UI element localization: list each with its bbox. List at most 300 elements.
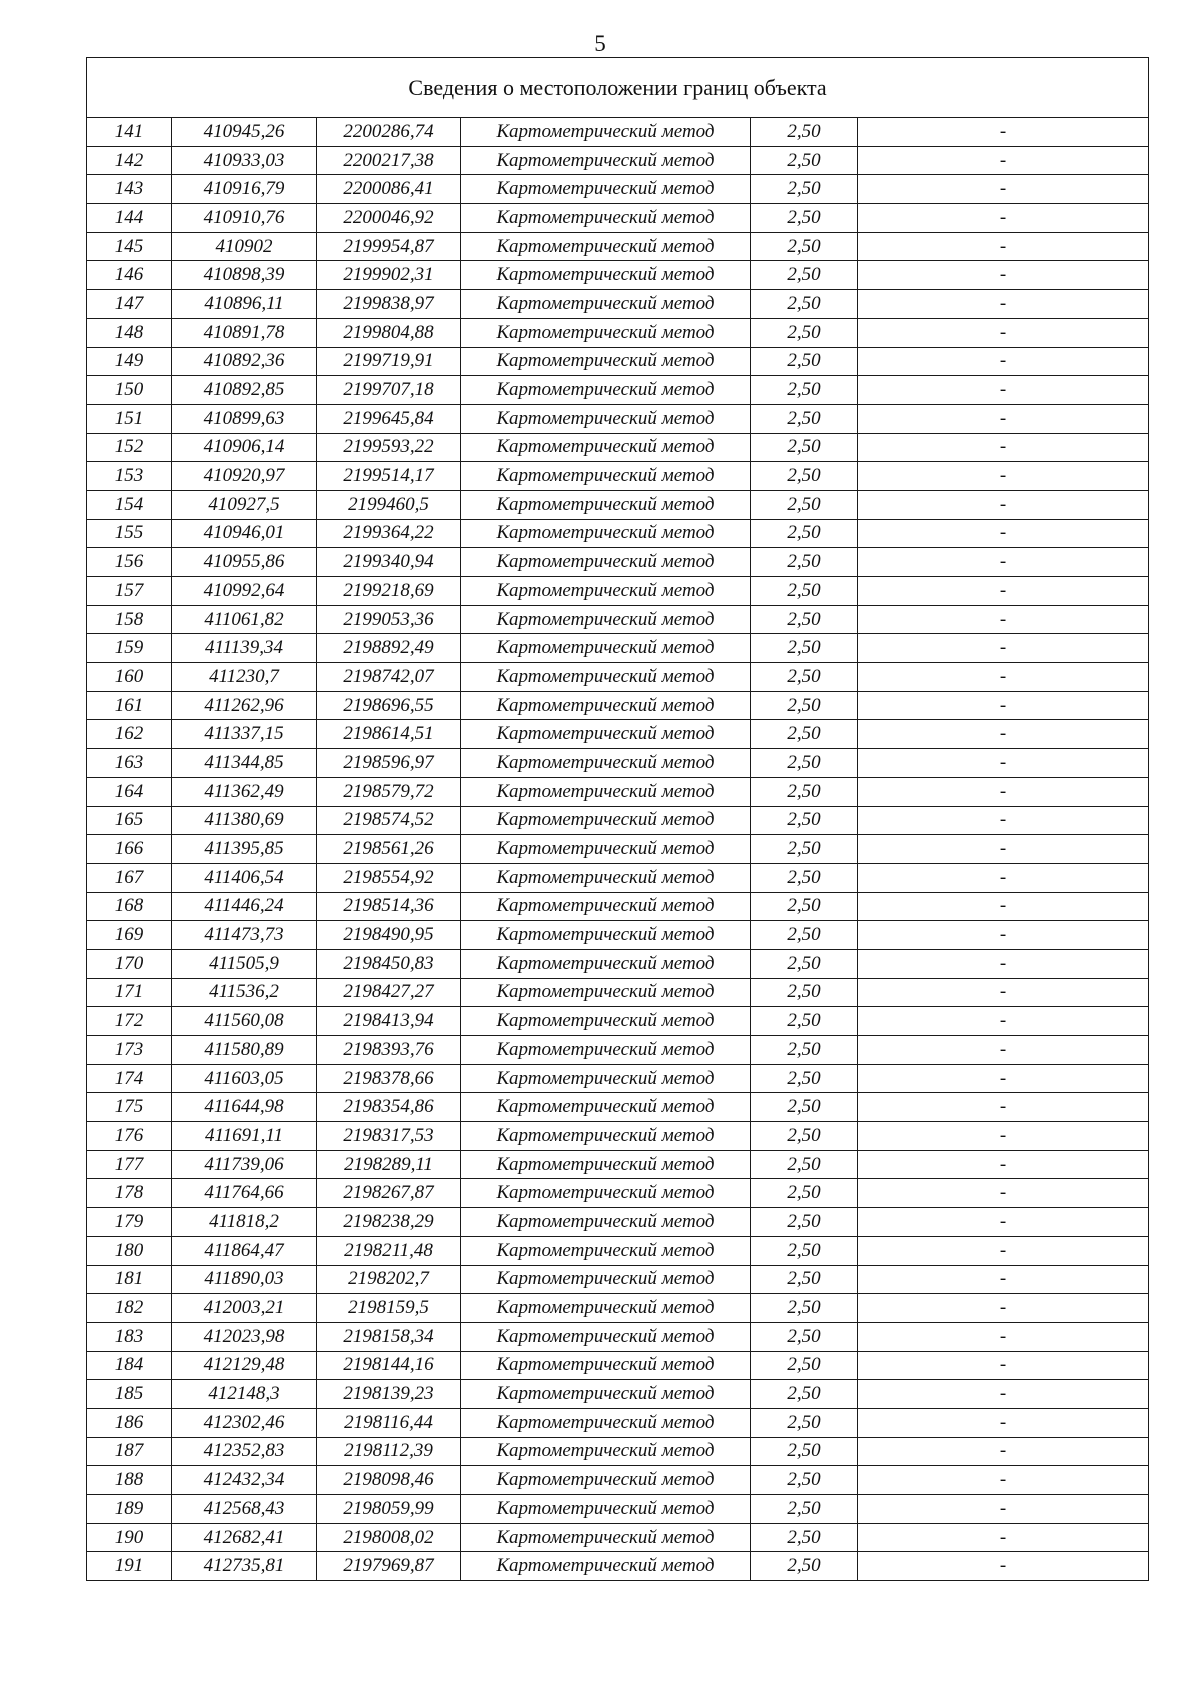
description-cell: - bbox=[858, 577, 1149, 606]
point-number-cell: 163 bbox=[87, 749, 172, 778]
method-cell: Картометрический метод bbox=[461, 490, 751, 519]
x-coordinate-cell: 410892,85 bbox=[172, 376, 317, 405]
point-number-cell: 144 bbox=[87, 204, 172, 233]
accuracy-cell: 2,50 bbox=[751, 433, 858, 462]
point-number-cell: 165 bbox=[87, 806, 172, 835]
point-number-cell: 160 bbox=[87, 663, 172, 692]
method-cell: Картометрический метод bbox=[461, 1093, 751, 1122]
method-cell: Картометрический метод bbox=[461, 720, 751, 749]
table-row bbox=[87, 1122, 1149, 1151]
description-cell: - bbox=[858, 404, 1149, 433]
accuracy-cell: 2,50 bbox=[751, 1179, 858, 1208]
y-coordinate-cell: 2199954,87 bbox=[317, 232, 461, 261]
y-coordinate-cell: 2198289,11 bbox=[317, 1150, 461, 1179]
x-coordinate-cell: 412129,48 bbox=[172, 1351, 317, 1380]
description-cell: - bbox=[858, 490, 1149, 519]
point-number-cell: 169 bbox=[87, 921, 172, 950]
x-coordinate-cell: 411344,85 bbox=[172, 749, 317, 778]
point-number-cell: 187 bbox=[87, 1437, 172, 1466]
table-row bbox=[87, 949, 1149, 978]
table-row bbox=[87, 462, 1149, 491]
accuracy-cell: 2,50 bbox=[751, 1552, 858, 1581]
table-row bbox=[87, 749, 1149, 778]
y-coordinate-cell: 2198159,5 bbox=[317, 1294, 461, 1323]
y-coordinate-cell: 2198267,87 bbox=[317, 1179, 461, 1208]
y-coordinate-cell: 2198614,51 bbox=[317, 720, 461, 749]
accuracy-cell: 2,50 bbox=[751, 1208, 858, 1237]
x-coordinate-cell: 412302,46 bbox=[172, 1408, 317, 1437]
table-row bbox=[87, 146, 1149, 175]
y-coordinate-cell: 2198514,36 bbox=[317, 892, 461, 921]
accuracy-cell: 2,50 bbox=[751, 1064, 858, 1093]
x-coordinate-cell: 412735,81 bbox=[172, 1552, 317, 1581]
point-number-cell: 182 bbox=[87, 1294, 172, 1323]
y-coordinate-cell: 2199053,36 bbox=[317, 605, 461, 634]
accuracy-cell: 2,50 bbox=[751, 490, 858, 519]
method-cell: Картометрический метод bbox=[461, 691, 751, 720]
y-coordinate-cell: 2199804,88 bbox=[317, 318, 461, 347]
y-coordinate-cell: 2198413,94 bbox=[317, 1007, 461, 1036]
accuracy-cell: 2,50 bbox=[751, 1150, 858, 1179]
method-cell: Картометрический метод bbox=[461, 749, 751, 778]
description-cell: - bbox=[858, 175, 1149, 204]
x-coordinate-cell: 411818,2 bbox=[172, 1208, 317, 1237]
x-coordinate-cell: 411395,85 bbox=[172, 835, 317, 864]
table-title-row bbox=[87, 58, 1149, 118]
y-coordinate-cell: 2198098,46 bbox=[317, 1466, 461, 1495]
y-coordinate-cell: 2198317,53 bbox=[317, 1122, 461, 1151]
table-row bbox=[87, 1437, 1149, 1466]
point-number-cell: 162 bbox=[87, 720, 172, 749]
y-coordinate-cell: 2199340,94 bbox=[317, 548, 461, 577]
method-cell: Картометрический метод bbox=[461, 1351, 751, 1380]
point-number-cell: 174 bbox=[87, 1064, 172, 1093]
method-cell: Картометрический метод bbox=[461, 1265, 751, 1294]
accuracy-cell: 2,50 bbox=[751, 1036, 858, 1065]
description-cell: - bbox=[858, 978, 1149, 1007]
x-coordinate-cell: 411580,89 bbox=[172, 1036, 317, 1065]
point-number-cell: 161 bbox=[87, 691, 172, 720]
point-number-cell: 178 bbox=[87, 1179, 172, 1208]
x-coordinate-cell: 410910,76 bbox=[172, 204, 317, 233]
point-number-cell: 170 bbox=[87, 949, 172, 978]
accuracy-cell: 2,50 bbox=[751, 863, 858, 892]
table-row bbox=[87, 290, 1149, 319]
accuracy-cell: 2,50 bbox=[751, 1380, 858, 1409]
point-number-cell: 156 bbox=[87, 548, 172, 577]
description-cell: - bbox=[858, 1122, 1149, 1151]
method-cell: Картометрический метод bbox=[461, 404, 751, 433]
accuracy-cell: 2,50 bbox=[751, 978, 858, 1007]
x-coordinate-cell: 410906,14 bbox=[172, 433, 317, 462]
x-coordinate-cell: 410898,39 bbox=[172, 261, 317, 290]
description-cell: - bbox=[858, 1552, 1149, 1581]
point-number-cell: 155 bbox=[87, 519, 172, 548]
x-coordinate-cell: 411644,98 bbox=[172, 1093, 317, 1122]
point-number-cell: 188 bbox=[87, 1466, 172, 1495]
description-cell: - bbox=[858, 1294, 1149, 1323]
x-coordinate-cell: 411262,96 bbox=[172, 691, 317, 720]
method-cell: Картометрический метод bbox=[461, 290, 751, 319]
description-cell: - bbox=[858, 261, 1149, 290]
point-number-cell: 189 bbox=[87, 1495, 172, 1524]
table-row bbox=[87, 204, 1149, 233]
y-coordinate-cell: 2199460,5 bbox=[317, 490, 461, 519]
x-coordinate-cell: 410927,5 bbox=[172, 490, 317, 519]
method-cell: Картометрический метод bbox=[461, 1380, 751, 1409]
accuracy-cell: 2,50 bbox=[751, 462, 858, 491]
table-row bbox=[87, 1179, 1149, 1208]
point-number-cell: 145 bbox=[87, 232, 172, 261]
accuracy-cell: 2,50 bbox=[751, 634, 858, 663]
point-number-cell: 143 bbox=[87, 175, 172, 204]
table-row bbox=[87, 175, 1149, 204]
table-row bbox=[87, 1380, 1149, 1409]
y-coordinate-cell: 2200217,38 bbox=[317, 146, 461, 175]
accuracy-cell: 2,50 bbox=[751, 404, 858, 433]
accuracy-cell: 2,50 bbox=[751, 1265, 858, 1294]
description-cell: - bbox=[858, 749, 1149, 778]
table-row bbox=[87, 1236, 1149, 1265]
method-cell: Картометрический метод bbox=[461, 519, 751, 548]
table-row bbox=[87, 1036, 1149, 1065]
table-row bbox=[87, 1408, 1149, 1437]
method-cell: Картометрический метод bbox=[461, 1495, 751, 1524]
point-number-cell: 153 bbox=[87, 462, 172, 491]
accuracy-cell: 2,50 bbox=[751, 1122, 858, 1151]
y-coordinate-cell: 2200046,92 bbox=[317, 204, 461, 233]
accuracy-cell: 2,50 bbox=[751, 376, 858, 405]
point-number-cell: 158 bbox=[87, 605, 172, 634]
description-cell: - bbox=[858, 921, 1149, 950]
table-row bbox=[87, 376, 1149, 405]
accuracy-cell: 2,50 bbox=[751, 290, 858, 319]
x-coordinate-cell: 412352,83 bbox=[172, 1437, 317, 1466]
table-title: Сведения о местоположении границ объекта bbox=[87, 58, 1149, 118]
table-row bbox=[87, 1208, 1149, 1237]
x-coordinate-cell: 412148,3 bbox=[172, 1380, 317, 1409]
point-number-cell: 149 bbox=[87, 347, 172, 376]
description-cell: - bbox=[858, 347, 1149, 376]
table-row bbox=[87, 1322, 1149, 1351]
method-cell: Картометрический метод bbox=[461, 175, 751, 204]
x-coordinate-cell: 411764,66 bbox=[172, 1179, 317, 1208]
table-row bbox=[87, 318, 1149, 347]
accuracy-cell: 2,50 bbox=[751, 118, 858, 147]
x-coordinate-cell: 411560,08 bbox=[172, 1007, 317, 1036]
method-cell: Картометрический метод bbox=[461, 433, 751, 462]
table-row bbox=[87, 777, 1149, 806]
point-number-cell: 186 bbox=[87, 1408, 172, 1437]
method-cell: Картометрический метод bbox=[461, 892, 751, 921]
x-coordinate-cell: 411061,82 bbox=[172, 605, 317, 634]
y-coordinate-cell: 2199593,22 bbox=[317, 433, 461, 462]
x-coordinate-cell: 410933,03 bbox=[172, 146, 317, 175]
method-cell: Картометрический метод bbox=[461, 1466, 751, 1495]
x-coordinate-cell: 410896,11 bbox=[172, 290, 317, 319]
y-coordinate-cell: 2198139,23 bbox=[317, 1380, 461, 1409]
accuracy-cell: 2,50 bbox=[751, 318, 858, 347]
accuracy-cell: 2,50 bbox=[751, 1294, 858, 1323]
description-cell: - bbox=[858, 290, 1149, 319]
y-coordinate-cell: 2198378,66 bbox=[317, 1064, 461, 1093]
x-coordinate-cell: 410992,64 bbox=[172, 577, 317, 606]
method-cell: Картометрический метод bbox=[461, 1122, 751, 1151]
description-cell: - bbox=[858, 777, 1149, 806]
accuracy-cell: 2,50 bbox=[751, 548, 858, 577]
x-coordinate-cell: 410892,36 bbox=[172, 347, 317, 376]
accuracy-cell: 2,50 bbox=[751, 232, 858, 261]
point-number-cell: 141 bbox=[87, 118, 172, 147]
x-coordinate-cell: 411362,49 bbox=[172, 777, 317, 806]
method-cell: Картометрический метод bbox=[461, 1408, 751, 1437]
table-row bbox=[87, 1150, 1149, 1179]
point-number-cell: 168 bbox=[87, 892, 172, 921]
x-coordinate-cell: 410955,86 bbox=[172, 548, 317, 577]
method-cell: Картометрический метод bbox=[461, 1007, 751, 1036]
description-cell: - bbox=[858, 1523, 1149, 1552]
accuracy-cell: 2,50 bbox=[751, 749, 858, 778]
y-coordinate-cell: 2198596,97 bbox=[317, 749, 461, 778]
x-coordinate-cell: 411406,54 bbox=[172, 863, 317, 892]
x-coordinate-cell: 412682,41 bbox=[172, 1523, 317, 1552]
description-cell: - bbox=[858, 1437, 1149, 1466]
method-cell: Картометрический метод bbox=[461, 1294, 751, 1323]
description-cell: - bbox=[858, 519, 1149, 548]
table-row bbox=[87, 806, 1149, 835]
y-coordinate-cell: 2198202,7 bbox=[317, 1265, 461, 1294]
point-number-cell: 177 bbox=[87, 1150, 172, 1179]
method-cell: Картометрический метод bbox=[461, 118, 751, 147]
table-row bbox=[87, 1495, 1149, 1524]
description-cell: - bbox=[858, 1322, 1149, 1351]
y-coordinate-cell: 2198144,16 bbox=[317, 1351, 461, 1380]
point-number-cell: 146 bbox=[87, 261, 172, 290]
table-row bbox=[87, 548, 1149, 577]
accuracy-cell: 2,50 bbox=[751, 146, 858, 175]
accuracy-cell: 2,50 bbox=[751, 720, 858, 749]
accuracy-cell: 2,50 bbox=[751, 605, 858, 634]
method-cell: Картометрический метод bbox=[461, 835, 751, 864]
accuracy-cell: 2,50 bbox=[751, 691, 858, 720]
point-number-cell: 150 bbox=[87, 376, 172, 405]
accuracy-cell: 2,50 bbox=[751, 663, 858, 692]
accuracy-cell: 2,50 bbox=[751, 261, 858, 290]
method-cell: Картометрический метод bbox=[461, 1552, 751, 1581]
table-row bbox=[87, 863, 1149, 892]
table-row bbox=[87, 433, 1149, 462]
table-row bbox=[87, 720, 1149, 749]
y-coordinate-cell: 2198892,49 bbox=[317, 634, 461, 663]
accuracy-cell: 2,50 bbox=[751, 892, 858, 921]
point-number-cell: 166 bbox=[87, 835, 172, 864]
x-coordinate-cell: 412568,43 bbox=[172, 1495, 317, 1524]
y-coordinate-cell: 2199707,18 bbox=[317, 376, 461, 405]
method-cell: Картометрический метод bbox=[461, 347, 751, 376]
table-row bbox=[87, 605, 1149, 634]
x-coordinate-cell: 410891,78 bbox=[172, 318, 317, 347]
method-cell: Картометрический метод bbox=[461, 1036, 751, 1065]
method-cell: Картометрический метод bbox=[461, 1064, 751, 1093]
description-cell: - bbox=[858, 1265, 1149, 1294]
description-cell: - bbox=[858, 835, 1149, 864]
description-cell: - bbox=[858, 806, 1149, 835]
table-row bbox=[87, 261, 1149, 290]
x-coordinate-cell: 411337,15 bbox=[172, 720, 317, 749]
accuracy-cell: 2,50 bbox=[751, 1466, 858, 1495]
point-number-cell: 180 bbox=[87, 1236, 172, 1265]
accuracy-cell: 2,50 bbox=[751, 1351, 858, 1380]
x-coordinate-cell: 411739,06 bbox=[172, 1150, 317, 1179]
point-number-cell: 181 bbox=[87, 1265, 172, 1294]
accuracy-cell: 2,50 bbox=[751, 777, 858, 806]
method-cell: Картометрический метод bbox=[461, 261, 751, 290]
x-coordinate-cell: 410899,63 bbox=[172, 404, 317, 433]
method-cell: Картометрический метод bbox=[461, 548, 751, 577]
y-coordinate-cell: 2199218,69 bbox=[317, 577, 461, 606]
method-cell: Картометрический метод bbox=[461, 1179, 751, 1208]
accuracy-cell: 2,50 bbox=[751, 577, 858, 606]
y-coordinate-cell: 2198579,72 bbox=[317, 777, 461, 806]
x-coordinate-cell: 411890,03 bbox=[172, 1265, 317, 1294]
description-cell: - bbox=[858, 1495, 1149, 1524]
table-row bbox=[87, 118, 1149, 147]
method-cell: Картометрический метод bbox=[461, 577, 751, 606]
accuracy-cell: 2,50 bbox=[751, 1007, 858, 1036]
x-coordinate-cell: 411230,7 bbox=[172, 663, 317, 692]
table-row bbox=[87, 1294, 1149, 1323]
x-coordinate-cell: 411603,05 bbox=[172, 1064, 317, 1093]
description-cell: - bbox=[858, 376, 1149, 405]
method-cell: Картометрический метод bbox=[461, 1150, 751, 1179]
accuracy-cell: 2,50 bbox=[751, 204, 858, 233]
table-row bbox=[87, 1466, 1149, 1495]
accuracy-cell: 2,50 bbox=[751, 1437, 858, 1466]
y-coordinate-cell: 2200086,41 bbox=[317, 175, 461, 204]
point-number-cell: 183 bbox=[87, 1322, 172, 1351]
table-row bbox=[87, 347, 1149, 376]
x-coordinate-cell: 410945,26 bbox=[172, 118, 317, 147]
point-number-cell: 157 bbox=[87, 577, 172, 606]
point-number-cell: 148 bbox=[87, 318, 172, 347]
table-row bbox=[87, 1265, 1149, 1294]
point-number-cell: 179 bbox=[87, 1208, 172, 1237]
table-row bbox=[87, 519, 1149, 548]
point-number-cell: 176 bbox=[87, 1122, 172, 1151]
description-cell: - bbox=[858, 433, 1149, 462]
x-coordinate-cell: 411505,9 bbox=[172, 949, 317, 978]
description-cell: - bbox=[858, 1236, 1149, 1265]
x-coordinate-cell: 412023,98 bbox=[172, 1322, 317, 1351]
description-cell: - bbox=[858, 1036, 1149, 1065]
method-cell: Картометрический метод bbox=[461, 232, 751, 261]
x-coordinate-cell: 411473,73 bbox=[172, 921, 317, 950]
table-row bbox=[87, 978, 1149, 1007]
description-cell: - bbox=[858, 1380, 1149, 1409]
x-coordinate-cell: 410920,97 bbox=[172, 462, 317, 491]
accuracy-cell: 2,50 bbox=[751, 921, 858, 950]
table-row bbox=[87, 892, 1149, 921]
description-cell: - bbox=[858, 1150, 1149, 1179]
description-cell: - bbox=[858, 1093, 1149, 1122]
description-cell: - bbox=[858, 318, 1149, 347]
accuracy-cell: 2,50 bbox=[751, 806, 858, 835]
point-number-cell: 147 bbox=[87, 290, 172, 319]
accuracy-cell: 2,50 bbox=[751, 519, 858, 548]
y-coordinate-cell: 2199645,84 bbox=[317, 404, 461, 433]
method-cell: Картометрический метод bbox=[461, 949, 751, 978]
y-coordinate-cell: 2198490,95 bbox=[317, 921, 461, 950]
accuracy-cell: 2,50 bbox=[751, 1236, 858, 1265]
accuracy-cell: 2,50 bbox=[751, 1322, 858, 1351]
table-row bbox=[87, 921, 1149, 950]
method-cell: Картометрический метод bbox=[461, 978, 751, 1007]
accuracy-cell: 2,50 bbox=[751, 1495, 858, 1524]
method-cell: Картометрический метод bbox=[461, 1322, 751, 1351]
method-cell: Картометрический метод bbox=[461, 663, 751, 692]
method-cell: Картометрический метод bbox=[461, 146, 751, 175]
y-coordinate-cell: 2200286,74 bbox=[317, 118, 461, 147]
table-row bbox=[87, 663, 1149, 692]
point-number-cell: 190 bbox=[87, 1523, 172, 1552]
table-row bbox=[87, 691, 1149, 720]
description-cell: - bbox=[858, 605, 1149, 634]
point-number-cell: 159 bbox=[87, 634, 172, 663]
description-cell: - bbox=[858, 146, 1149, 175]
description-cell: - bbox=[858, 1179, 1149, 1208]
table-row bbox=[87, 1552, 1149, 1581]
x-coordinate-cell: 412432,34 bbox=[172, 1466, 317, 1495]
y-coordinate-cell: 2197969,87 bbox=[317, 1552, 461, 1581]
x-coordinate-cell: 411864,47 bbox=[172, 1236, 317, 1265]
description-cell: - bbox=[858, 1408, 1149, 1437]
page-number: 5 bbox=[594, 31, 606, 56]
description-cell: - bbox=[858, 1208, 1149, 1237]
y-coordinate-cell: 2198059,99 bbox=[317, 1495, 461, 1524]
point-number-cell: 171 bbox=[87, 978, 172, 1007]
table-row bbox=[87, 404, 1149, 433]
point-number-cell: 175 bbox=[87, 1093, 172, 1122]
point-number-cell: 185 bbox=[87, 1380, 172, 1409]
y-coordinate-cell: 2198211,48 bbox=[317, 1236, 461, 1265]
description-cell: - bbox=[858, 548, 1149, 577]
table-row bbox=[87, 232, 1149, 261]
point-number-cell: 151 bbox=[87, 404, 172, 433]
point-number-cell: 184 bbox=[87, 1351, 172, 1380]
table-row bbox=[87, 634, 1149, 663]
method-cell: Картометрический метод bbox=[461, 462, 751, 491]
description-cell: - bbox=[858, 462, 1149, 491]
method-cell: Картометрический метод bbox=[461, 1437, 751, 1466]
y-coordinate-cell: 2198450,83 bbox=[317, 949, 461, 978]
method-cell: Картометрический метод bbox=[461, 777, 751, 806]
y-coordinate-cell: 2198574,52 bbox=[317, 806, 461, 835]
method-cell: Картометрический метод bbox=[461, 376, 751, 405]
method-cell: Картометрический метод bbox=[461, 204, 751, 233]
point-number-cell: 152 bbox=[87, 433, 172, 462]
x-coordinate-cell: 411380,69 bbox=[172, 806, 317, 835]
description-cell: - bbox=[858, 1064, 1149, 1093]
y-coordinate-cell: 2198354,86 bbox=[317, 1093, 461, 1122]
x-coordinate-cell: 410916,79 bbox=[172, 175, 317, 204]
method-cell: Картометрический метод bbox=[461, 1523, 751, 1552]
description-cell: - bbox=[858, 892, 1149, 921]
method-cell: Картометрический метод bbox=[461, 806, 751, 835]
description-cell: - bbox=[858, 204, 1149, 233]
y-coordinate-cell: 2199719,91 bbox=[317, 347, 461, 376]
x-coordinate-cell: 411446,24 bbox=[172, 892, 317, 921]
y-coordinate-cell: 2198427,27 bbox=[317, 978, 461, 1007]
